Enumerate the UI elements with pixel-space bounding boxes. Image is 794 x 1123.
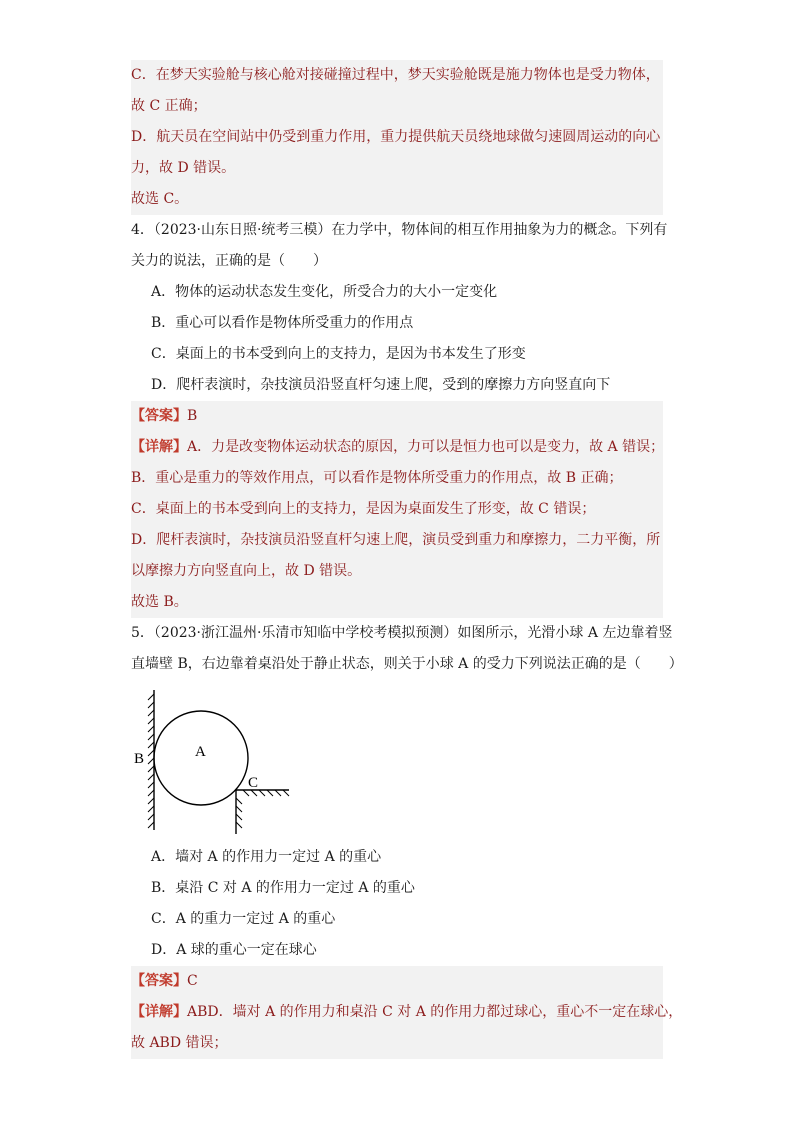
label-a: A [195,744,206,760]
question-5 [131,618,683,966]
detail-text: ABD．墙对 A 的作用力和桌沿 C 对 A 的作用力都过球心，重心不一定在球心， [187,1004,683,1020]
answer-value: B [187,408,198,424]
detail-text: A．力是改变物体运动状态的原因，力可以是恒力也可以是变力，故 A 错误； [187,439,665,455]
q4-detail-d2: 以摩擦力方向竖直向上，故 D 错误。 [131,563,362,579]
q4-detail-d1: D．爬杆表演时，杂技演员沿竖直杆匀速上爬，演员受到重力和摩擦力，二力平衡，所 [131,532,661,548]
detail-label: 【详解】 [131,1004,187,1020]
q5-option-c: C．A 的重力一定过 A 的重心 [151,911,336,927]
prev-c-line2: 故 C 正确； [131,98,207,114]
answer-label: 【答案】 [131,973,187,989]
label-b: B [134,751,145,767]
wall-hatching [148,694,154,828]
label-c: C [248,775,259,791]
prev-conclusion: 故选 C。 [131,191,189,207]
q5-stem-line1: 5．（2023·浙江温州·乐清市知临中学校考模拟预测）如图所示，光滑小球 A 左边靠着竖 [131,625,673,641]
diagram-svg [131,686,331,836]
q5-solution [131,966,683,1059]
q4-option-a: A．物体的运动状态发生变化，所受合力的大小一定变化 [151,284,498,300]
q5-detail-line2: 故 ABD 错误； [131,1035,228,1051]
q4-option-b: B．重心可以看作是物体所受重力的作用点 [151,315,414,331]
q4-answer [131,401,663,432]
q5-option-b: B．桌沿 C 对 A 的作用力一定过 A 的重心 [151,880,415,896]
q4-detail-b: B．重心是重力的等效作用点，可以看作是物体所受重力的作用点，故 B 正确； [131,470,623,486]
q5-detail-line1 [131,997,683,1028]
q4-option-d: D．爬杆表演时，杂技演员沿竖直杆匀速上爬，受到的摩擦力方向竖直向下 [151,377,611,393]
q5-stem-line2: 直墙壁 B，右边靠着桌沿处于静止状态，则关于小球 A 的受力下列说法正确的是（ ） [131,656,683,672]
prev-explanation [131,60,663,215]
q5-option-a: A．墙对 A 的作用力一定过 A 的重心 [151,849,382,865]
q4-detail-a [131,432,663,463]
q4-solution [131,401,663,618]
table-hatching [236,790,289,828]
ball-wall-diagram [131,686,663,836]
detail-label: 【详解】 [131,439,187,455]
answer-value: C [187,973,198,989]
prev-d-line2: 力，故 D 错误。 [131,160,236,176]
q4-stem-line2: 关力的说法，正确的是（ ） [131,253,327,269]
prev-d-line1: D．航天员在空间站中仍受到重力作用，重力提供航天员绕地球做匀速圆周运动的向心 [131,129,661,145]
q4-detail-c: C．桌面上的书本受到向上的支持力，是因为桌面发生了形变，故 C 错误； [131,501,596,517]
question-4 [131,215,668,401]
q5-option-d: D．A 球的重心一定在球心 [151,942,317,958]
document-page [131,60,683,1059]
q5-answer [131,966,663,997]
q4-conclusion: 故选 B。 [131,594,188,610]
prev-c-line1: C．在梦天实验舱与核心舱对接碰撞过程中，梦天实验舱既是施力物体也是受力物体， [131,67,660,83]
q4-option-c: C．桌面上的书本受到向上的支持力，是因为书本发生了形变 [151,346,526,362]
answer-label: 【答案】 [131,408,187,424]
q4-stem-line1: 4．（2023·山东日照·统考三模）在力学中，物体间的相互作用抽象为力的概念。下列有 [131,222,668,238]
